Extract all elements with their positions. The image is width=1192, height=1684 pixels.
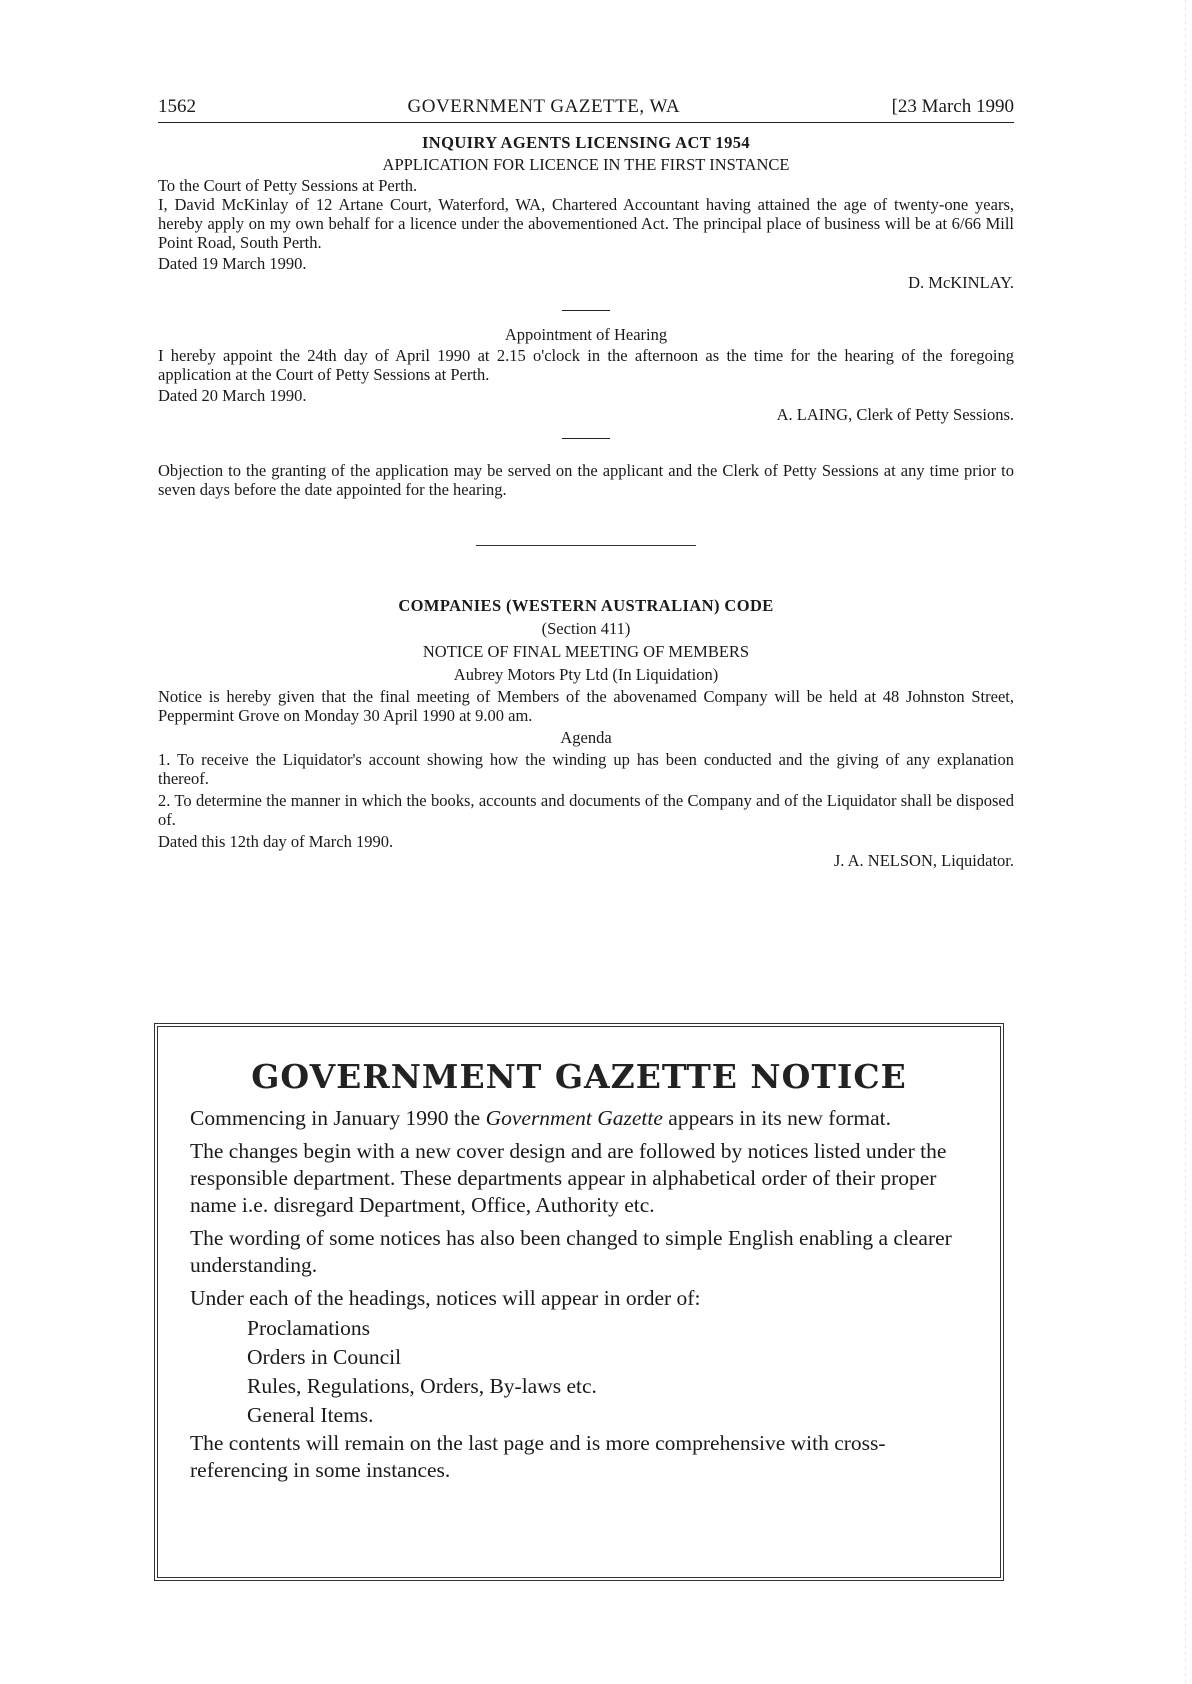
gazette-name-italic: Government Gazette (485, 1106, 663, 1130)
gazette-notice-content (190, 1105, 970, 1490)
notice-p1-end: appears in its new format. (662, 1106, 891, 1130)
publication-title: GOVERNMENT GAZETTE, WA (407, 96, 681, 117)
companies-notice (158, 596, 1014, 870)
meeting-notice-title: NOTICE OF FINAL MEETING OF MEMBERS (422, 642, 750, 661)
notice-paragraph-4: Under each of the headings, notices will appear in order of: (190, 1286, 701, 1310)
hearing-title: Appointment of Hearing (504, 325, 668, 344)
addressee: To the Court of Petty Sessions at Perth. (158, 176, 418, 195)
meeting-body: Notice is hereby given that the final meeting of Members of the abovenamed Company will be held at 48 Johnston Street, Peppermint Grove on Monday 30 April 1990 at 9.00 am. (158, 687, 1014, 725)
list-item: Rules, Regulations, Orders, By-laws etc. (247, 1374, 597, 1398)
list-item: Proclamations (247, 1316, 371, 1340)
inquiry-agents-notice (158, 133, 1014, 292)
gazette-notice-box (154, 1023, 1004, 1581)
list-item: Orders in Council (247, 1345, 402, 1369)
notice-order-list (190, 1314, 970, 1430)
agenda-item-1: 1. To receive the Liquidator's account showing how the winding up has been conducted and the giving of any explanation thereof. (158, 750, 1014, 788)
page-header (158, 96, 1014, 123)
page-number: 1562 (158, 96, 196, 117)
liquidator-signature: J. A. NELSON, Liquidator. (833, 851, 1014, 870)
company-name: Aubrey Motors Pty Ltd (In Liquidation) (453, 665, 719, 684)
hearing-dated: Dated 20 March 1990. (158, 386, 307, 405)
clerk-signature: A. LAING, Clerk of Petty Sessions. (776, 405, 1014, 424)
notice-paragraph-2: The changes begin with a new cover design and are followed by notices listed under the responsible department. These departments appear in alphabetical order of their proper name i.e. disregard Department, Office, Authority etc. (190, 1139, 947, 1217)
notice-p1-start: Commencing in January 1990 the (190, 1106, 486, 1130)
notice-paragraph-5: The contents will remain on the last page and is more comprehensive with cross-referencing in some instances. (190, 1431, 886, 1482)
objection-text: Objection to the granting of the application may be served on the applicant and the Clerk of Petty Sessions at any time prior to seven days before the date appointed for the hearing. (158, 461, 1014, 499)
scan-edge (1185, 0, 1186, 1684)
section-divider (562, 310, 610, 311)
hearing-body: I hereby appoint the 24th day of April 1990 at 2.15 o'clock in the afternoon as the time for the hearing of the foregoing application at the Court of Petty Sessions at Perth. (158, 346, 1014, 384)
list-item: General Items. (247, 1403, 374, 1427)
agenda-title: Agenda (560, 728, 612, 747)
notice-paragraph-1 (190, 1105, 970, 1132)
section-reference: (Section 411) (541, 619, 631, 638)
notice-separator (476, 545, 696, 546)
application-body: I, David McKinlay of 12 Artane Court, Waterford, WA, Chartered Accountant having attained the age of twenty-one years, hereby apply on my own behalf for a licence under the abovementioned Act. The principal place of business will be at 6/66 Mill Point Road, South Perth. (158, 195, 1014, 252)
section-divider (562, 438, 610, 439)
agenda-item-2: 2. To determine the manner in which the books, accounts and documents of the Company and of the Liquidator shall be disposed of. (158, 791, 1014, 829)
notice-paragraph-3: The wording of some notices has also been changed to simple English enabling a clearer understanding. (190, 1226, 952, 1277)
code-title: COMPANIES (WESTERN AUSTRALIAN) CODE (398, 596, 774, 615)
meeting-dated: Dated this 12th day of March 1990. (158, 832, 394, 851)
gazette-notice-title: GOVERNMENT GAZETTE NOTICE (251, 1057, 907, 1096)
applicant-signature: D. McKINLAY. (908, 273, 1014, 292)
gazette-page (158, 96, 1014, 870)
application-subtitle: APPLICATION FOR LICENCE IN THE FIRST INSTANCE (382, 155, 790, 174)
issue-date: [23 March 1990 (891, 96, 1014, 117)
application-dated: Dated 19 March 1990. (158, 254, 307, 273)
act-title: INQUIRY AGENTS LICENSING ACT 1954 (421, 133, 751, 152)
hearing-notice (158, 325, 1014, 424)
